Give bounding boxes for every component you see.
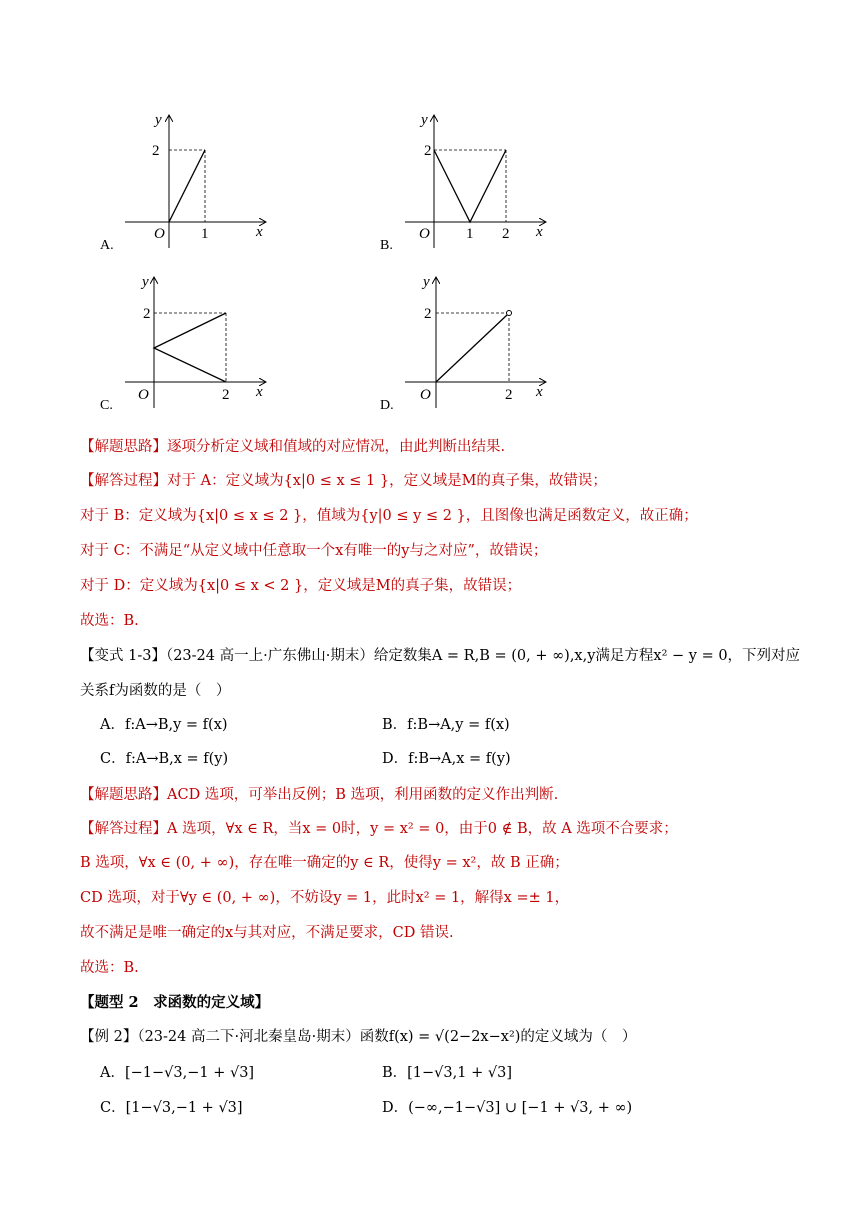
graph-b-svg — [380, 108, 570, 268]
example-option-a: A．[−1−√3,−1 + √3] — [100, 1065, 255, 1081]
solution-process-line: 对于 B：定义域为{x|0 ≤ x ≤ 2 }，值域为{y|0 ≤ y ≤ 2 }，且图像也满足函数定义，故正确； — [80, 508, 698, 524]
example-question: 【例 2】（23-24 高二下·河北秦皇岛·期末）函数f(x) = √(2−2x−x²)的定义域为（ ） — [80, 1029, 637, 1045]
solution-process-line: 【解答过程】对于 A：定义域为{x|0 ≤ x ≤ 1 }，定义域是M的真子集，故错误； — [80, 473, 607, 489]
x-tick-label: 1 — [201, 226, 209, 242]
y-axis-label: y — [423, 274, 430, 290]
x-tick-label: 2 — [222, 387, 230, 403]
x-tick-label: 2 — [502, 226, 510, 242]
graph-c-svg — [100, 272, 290, 432]
solution-idea: 【解题思路】逐项分析定义域和值域的对应情况，由此判断出结果. — [80, 439, 506, 455]
origin-label: O — [420, 387, 431, 403]
x-axis-label: x — [256, 224, 263, 240]
solution-process-line: B 选项，∀x ∈ (0, + ∞)，存在唯一确定的y ∈ R，使得y = x²，故 B 正确； — [80, 855, 569, 871]
y-axis-label: y — [142, 274, 149, 290]
graph-option-b — [380, 108, 570, 268]
solution-process-line: 对于 D：定义域为{x|0 ≤ x < 2 }，定义域是M的真子集，故错误； — [80, 578, 522, 594]
y-tick-label: 2 — [424, 143, 432, 159]
solution-answer: 故选：B. — [80, 613, 139, 629]
x-tick-label: 2 — [505, 387, 513, 403]
y-axis-label: y — [421, 112, 428, 128]
graph-a-svg — [100, 108, 290, 268]
function-segment — [154, 313, 226, 382]
origin-label: O — [138, 387, 149, 403]
variant-option-a: A．f:A→B,y = f(x) — [100, 717, 228, 733]
solution-process-line: 对于 C：不满足“从定义域中任意取一个x有唯一的y与之对应”，故错误； — [80, 543, 548, 559]
x-axis-label: x — [536, 224, 543, 240]
solution-idea: 【解题思路】ACD 选项，可举出反例；B 选项，利用函数的定义作出判断. — [80, 787, 559, 803]
x-axis-label: x — [536, 384, 543, 400]
variant-question-cont: 关系f为函数的是（ ） — [80, 683, 231, 699]
open-endpoint — [507, 311, 512, 316]
function-segment — [434, 150, 506, 222]
x-tick-label: 1 — [466, 226, 474, 242]
example-option-b: B．[1−√3,1 + √3] — [382, 1065, 512, 1081]
example-option-c: C．[1−√3,−1 + √3] — [100, 1100, 243, 1116]
variant-option-b: B．f:B→A,y = f(x) — [382, 717, 510, 733]
origin-label: O — [154, 226, 165, 242]
option-label: D. — [380, 398, 394, 413]
option-label: A. — [100, 238, 114, 253]
function-segment — [169, 150, 205, 222]
y-tick-label: 2 — [152, 143, 160, 159]
y-tick-label: 2 — [143, 306, 151, 322]
option-label: B. — [380, 238, 393, 253]
example-option-d: D．(−∞,−1−√3] ∪ [−1 + √3, + ∞) — [382, 1100, 633, 1116]
x-axis-label: x — [256, 384, 263, 400]
section-heading: 【题型 2 求函数的定义域】 — [80, 994, 270, 1011]
graph-d-svg — [380, 272, 570, 432]
solution-process-line: 故不满足是唯一确定的x与其对应，不满足要求，CD 错误. — [80, 925, 454, 941]
graph-option-c — [100, 272, 290, 432]
solution-answer: 故选：B. — [80, 960, 139, 976]
solution-process-line: 【解答过程】A 选项，∀x ∈ R，当x = 0时，y = x² = 0，由于0 ∉ B，故 A 选项不合要求； — [80, 821, 678, 837]
solution-process-line: CD 选项，对于∀y ∈ (0, + ∞)，不妨设y = 1，此时x² = 1，解得x =± 1， — [80, 890, 570, 906]
graph-option-a — [100, 108, 290, 268]
option-label: C. — [100, 398, 113, 413]
y-axis-label: y — [155, 112, 162, 128]
variant-option-c: C．f:A→B,x = f(y) — [100, 751, 229, 767]
function-segment — [436, 315, 507, 382]
variant-question: 【变式 1-3】（23-24 高一上·广东佛山·期末）给定数集A = R,B = (0, + ∞),x,y满足方程x² − y = 0，下列对应 — [80, 648, 801, 664]
variant-option-d: D．f:B→A,x = f(y) — [382, 751, 511, 767]
y-tick-label: 2 — [424, 306, 432, 322]
origin-label: O — [419, 226, 430, 242]
graph-option-d — [380, 272, 570, 432]
